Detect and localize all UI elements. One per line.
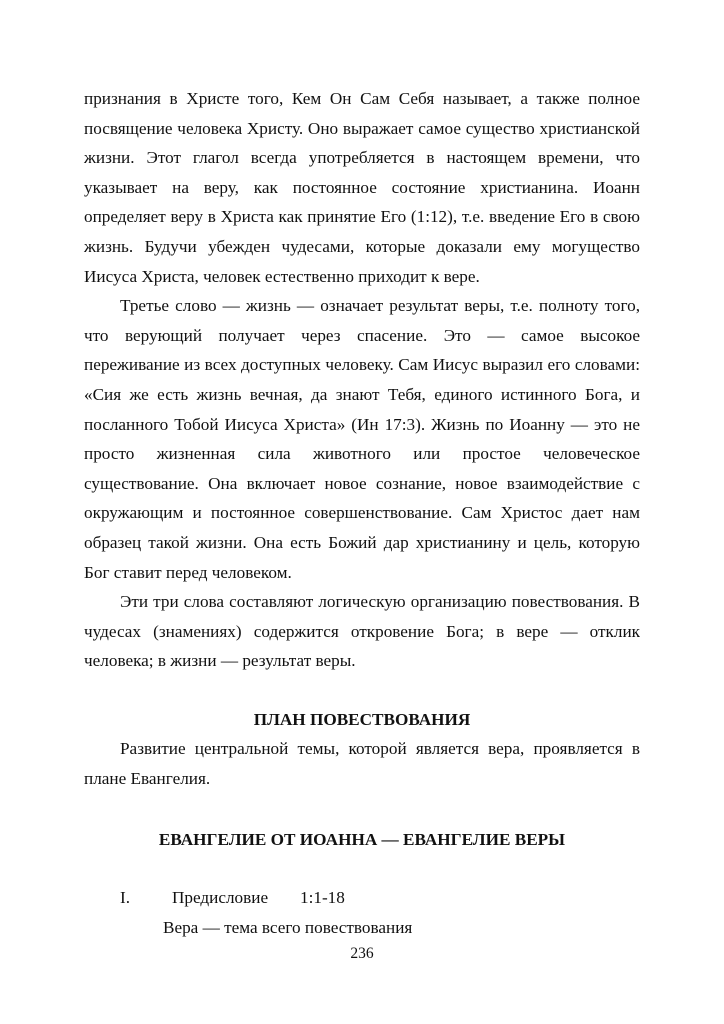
outline-item-description: Вера — тема всего повествования	[163, 917, 413, 937]
section-subheading: ЕВАНГЕЛИЕ ОТ ИОАННА — ЕВАНГЕЛИЕ ВЕРЫ	[158, 829, 566, 849]
outline-item-reference: 1:1-18	[300, 888, 345, 908]
page-number: 236	[350, 945, 374, 962]
section-intro: Развитие центральной темы, которой является вера, проявляется в плане Евангелия.	[84, 739, 640, 789]
outline-item-number: I.	[120, 888, 131, 908]
outline-item-title: Предисловие	[172, 888, 269, 908]
paragraph-1: признания в Христе того, Кем Он Сам Себя называет, а также полное посвящение человека Христу. Оно выражает самое существо христианской жизни. Этот глагол всегда употребляется в настоящем времени, что указывает на веру, как постоянное состояние христианина. Иоанн определяет веру в Христа как принятие Его (1:12), т.е. введение Его в свою жизнь. Будучи убежден чудесами, которые доказали ему могущество Иисуса Христа, человек естественно приходит к вере.	[84, 89, 640, 286]
paragraph-3: Эти три слова составляют логическую организацию повествования. В чудесах (знамениях) содержится откровение Бога; в вере — отклик человека; в жизни — результат веры.	[84, 592, 640, 671]
outline-item	[84, 883, 640, 913]
section-heading: ПЛАН ПОВЕСТВОВАНИЯ	[253, 709, 471, 729]
page-body	[84, 84, 640, 942]
paragraph-2: Третье слово — жизнь — означает результат веры, т.е. полноту того, что верующий получает через спасение. Это — самое высокое переживание из всех доступных человеку. Сам Иисус выразил его словами: «Сия же есть жизнь вечная, да знают Тебя, единого истинного Бога, и посланного Тобой Иисуса Христа» (Ин 17:3). Жизнь по Иоанну — это не просто жизненная сила животного или простое человеческое существование. Она включает новое сознание, новое взаимодействие с окружающим и постоянное совершенствование. Сам Христос дает нам образец такой жизни. Она есть Божий дар христианину и цель, которую Бог ставит перед человеком.	[84, 296, 640, 582]
outline-list	[84, 883, 640, 942]
